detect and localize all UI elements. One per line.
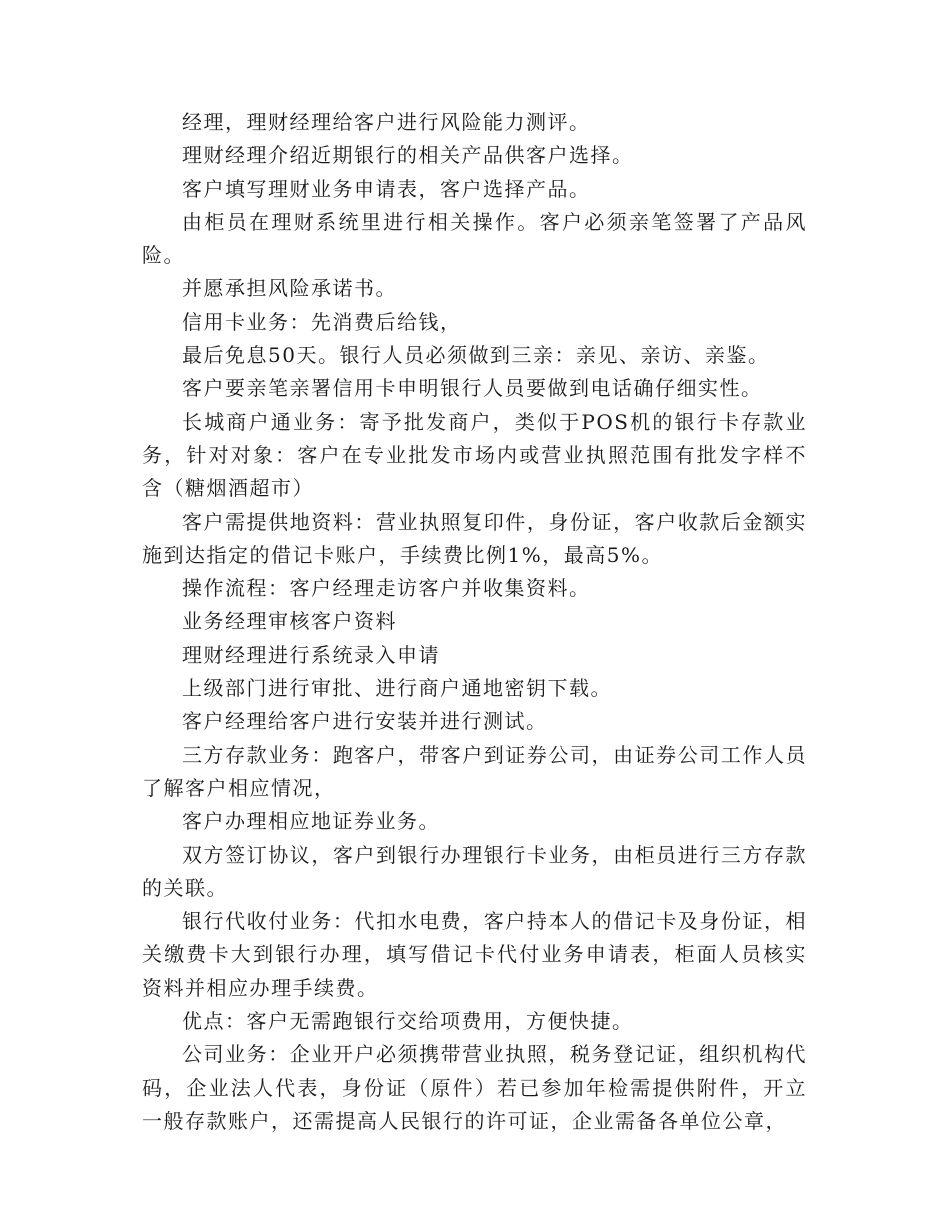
paragraph: 客户经理给客户进行安装并进行测试。: [182, 709, 548, 734]
paragraph: 理财经理进行系统录入申请: [182, 642, 440, 667]
paragraph: 优点：客户无需跑银行交给项费用，方便快捷。: [182, 1009, 634, 1034]
paragraph: 由柜员在理财系统里进行相关操作。客户必须亲笔签署了产品风险。: [142, 209, 807, 268]
paragraph: 三方存款业务：跑客户，带客户到证券公司，由证券公司工作人员了解客户相应情况，: [142, 742, 807, 800]
paragraph: 信用卡业务：先消费后给钱，: [182, 309, 462, 334]
paragraph: 上级部门进行审批、进行商户通地密钥下载。: [182, 676, 612, 701]
paragraph: 理财经理介绍近期银行的相关产品供客户选择。: [182, 143, 634, 168]
paragraph: 客户填写理财业务申请表，客户选择产品。: [182, 176, 591, 201]
paragraph: 并愿承担风险承诺书。: [182, 276, 397, 301]
paragraph: 公司业务：企业开户必须携带营业执照，税务登记证，组织机构代码，企业法人代表，身份证（原件）若已参加年检需提供附件，开立一般存款账户，还需提高人民银行的许可证，企业需备各单位公章，: [142, 1042, 807, 1133]
paragraph: 客户要亲笔亲署信用卡申明银行人员要做到电话确仔细实性。: [182, 376, 763, 401]
paragraph: 双方签订协议，客户到银行办理银行卡业务，由柜员进行三方存款的关联。: [142, 842, 807, 900]
paragraph: 客户办理相应地证券业务。: [182, 809, 440, 834]
paragraph: 经理，理财经理给客户进行风险能力测评。: [182, 110, 591, 134]
document-body: [142, 106, 807, 1138]
paragraph: 操作流程：客户经理走访客户并收集资料。: [182, 576, 591, 601]
paragraph: 客户需提供地资料：营业执照复印件，身份证，客户收款后金额实施到达指定的借记卡账户，手续费比例1%，最高5%。: [142, 509, 807, 567]
paragraph: 业务经理审核客户资料: [182, 609, 397, 634]
paragraph: 最后免息50天。银行人员必须做到三亲：亲见、亲访、亲鉴。: [182, 343, 770, 368]
paragraph: 长城商户通业务：寄予批发商户，类似于POS机的银行卡存款业务，针对对象：客户在专业批发市场内或营业执照范围有批发字样不含（糖烟酒超市）: [142, 409, 807, 501]
paragraph: 银行代收付业务：代扣水电费，客户持本人的借记卡及身份证，相关缴费卡大到银行办理，填写借记卡代付业务申请表，柜面人员核实资料并相应办理手续费。: [142, 909, 807, 1000]
